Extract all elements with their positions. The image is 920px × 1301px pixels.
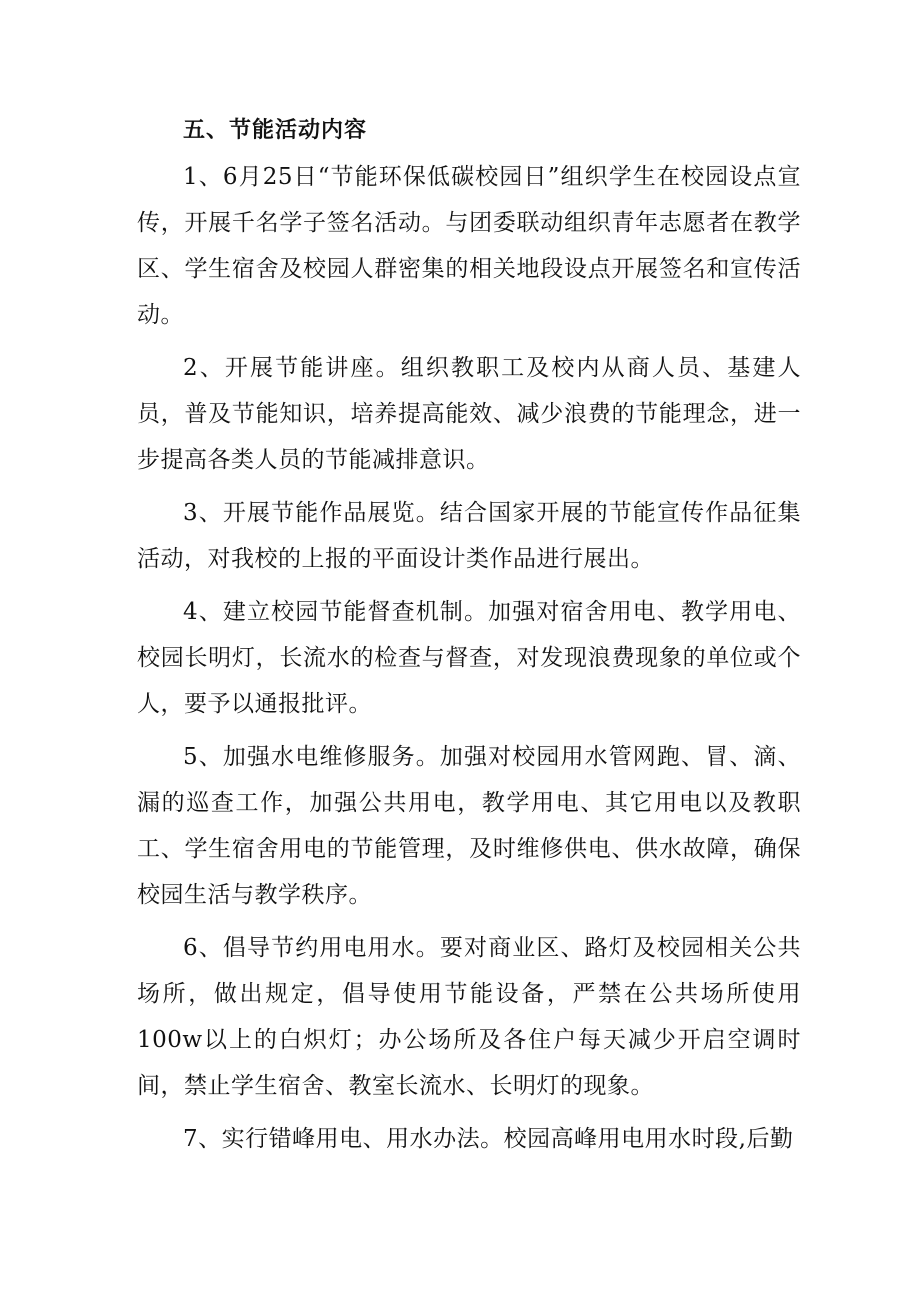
paragraph-6: 6、倡导节约用电用水。要对商业区、路灯及校园相关公共场所，做出规定，倡导使用节能设备，严禁在公共场所使用100w以上的白炽灯；办公场所及各住户每天减少开启空调时间，禁止学生宿舍、教室长流水、长明灯的现象。 [137,935,801,1099]
paragraph-4: 4、建立校园节能督查机制。加强对宿舍用电、教学用电、校园长明灯，长流水的检查与督查，对发现浪费现象的单位或个人，要予以通报批评。 [137,599,801,717]
section-title: 五、节能活动内容 [183,118,368,143]
paragraph-3: 3、开展节能作品展览。结合国家开展的节能宣传作品征集活动，对我校的上报的平面设计类作品进行展出。 [137,500,801,572]
paragraph-1: 1、6月25日“节能环保低碳校园日”组织学生在校园设点宣传，开展千名学子签名活动。与团委联动组织青年志愿者在教学区、学生宿舍及校园人群密集的相关地段设点开展签名和宣传活动。 [137,164,801,328]
paragraph-5: 5、加强水电维修服务。加强对校园用水管网跑、冒、滴、漏的巡查工作，加强公共用电，教学用电、其它用电以及教职工、学生宿舍用电的节能管理，及时维修供电、供水故障，确保校园生活与教学秩序。 [137,744,801,908]
document-body [137,108,801,1162]
paragraph-7: 7、实行错峰用电、用水办法。校园高峰用电用水时段,后勤 [183,1126,794,1152]
paragraph-2: 2、开展节能讲座。组织教职工及校内从商人员、基建人员，普及节能知识，培养提高能效、减少浪费的节能理念，进一步提高各类人员的节能减排意识。 [137,355,801,473]
